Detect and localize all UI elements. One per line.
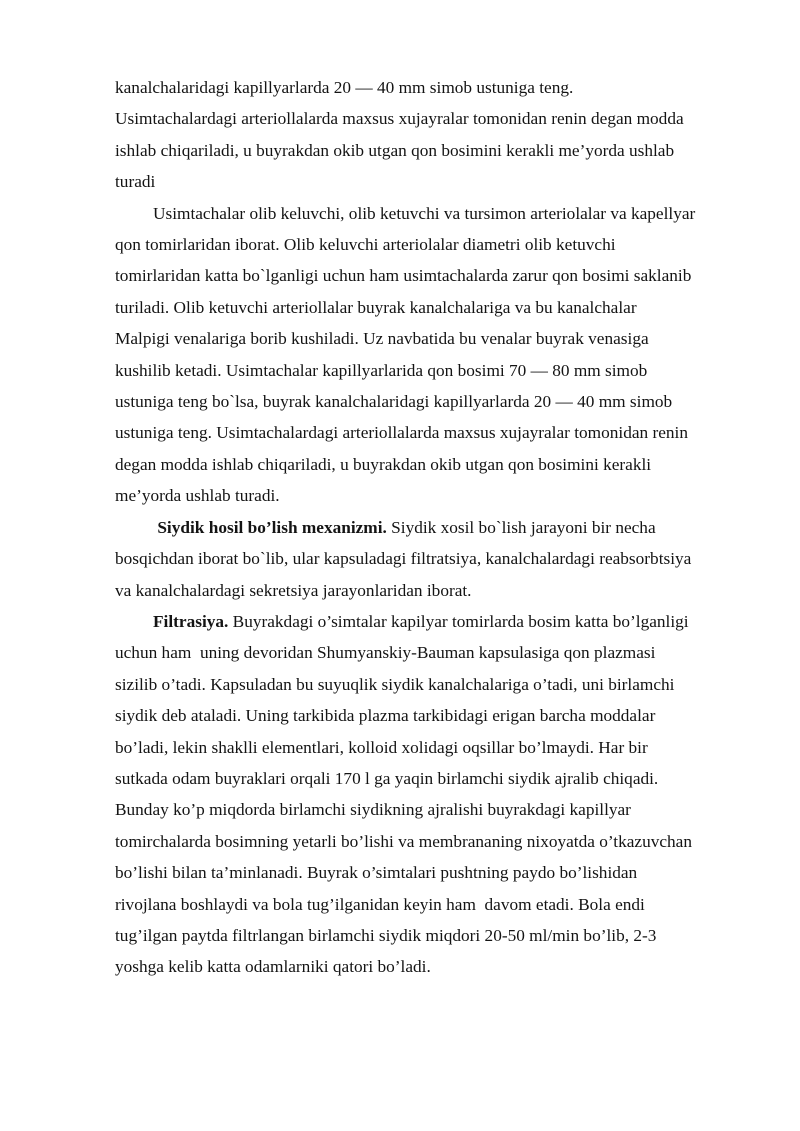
text-line: siydik deb ataladi. Uning tarkibida plazma tarkibidagi erigan barcha moddalar	[115, 706, 656, 726]
text-line: rivojlana boshlaydi va bola tug’ilganidan keyin ham davom etadi. Bola endi	[115, 894, 645, 914]
paragraph-continuation	[115, 72, 760, 198]
section-heading: Filtrasiya.	[153, 611, 229, 631]
text-line: sizilib o’tadi. Kapsuladan bu suyuqlik siydik kanalchalariga o’tadi, uni birlamchi	[115, 674, 675, 694]
paragraph-siydik-hosil	[115, 512, 760, 606]
paragraph-usimtachalar	[115, 198, 760, 512]
text-line: tomirchalarda bosimning yetarli bo’lishi va membrananing nixoyatda o’tkazuvchan	[115, 831, 692, 851]
text-line: Malpigi venalariga borib kushiladi. Uz navbatida bu venalar buyrak venasiga	[115, 329, 649, 349]
text-line: Bunday ko’p miqdorda birlamchi siydikning ajralishi buyrakdagi kapillyar	[115, 800, 631, 820]
text-line: va kanalchalardagi sekretsiya jarayonlaridan iborat.	[115, 580, 472, 600]
text-run: Buyrakdagi o’simtalar kapilyar tomirlarda bosim katta bo’lganligi	[228, 611, 689, 631]
text-line: qon tomirlaridan iborat. Olib keluvchi arteriolalar diametri olib ketuvchi	[115, 235, 616, 255]
text-line: yoshga kelib katta odamlarniki qatori bo’ladi.	[115, 957, 431, 977]
text-line: bo’ladi, lekin shaklli elementlari, kolloid xolidagi oqsillar bo’lmaydi. Har bir	[115, 737, 648, 757]
section-heading: Siydik hosil bo’lish mexanizmi.	[153, 517, 387, 537]
text-line: me’yorda ushlab turadi.	[115, 486, 280, 506]
paragraph-filtrasiya	[115, 606, 760, 983]
text-run: Siydik xosil bo`lish jarayoni bir necha	[386, 517, 656, 537]
text-line: Usimtachalardagi arteriollalarda maxsus xujayralar tomonidan renin degan modda	[115, 109, 684, 129]
text-line: Usimtachalar olib keluvchi, olib ketuvchi va tursimon arteriolalar va kapellyar	[153, 203, 696, 223]
text-line: degan modda ishlab chiqariladi, u buyrakdan okib utgan qon bosimini kerakli	[115, 454, 652, 474]
text-line: sutkada odam buyraklari orqali 170 l ga yaqin birlamchi siydik ajralib chiqadi.	[115, 768, 659, 788]
text-line: ustuniga teng bo`lsa, buyrak kanalchalaridagi kapillyarlarda 20 — 40 mm simob	[115, 392, 673, 412]
text-line: kanalchalaridagi kapillyarlarda 20 — 40 mm simob ustuniga teng.	[115, 78, 574, 97]
text-line	[115, 512, 760, 543]
text-line: uchun ham uning devoridan Shumyanskiy-Bauman kapsulasiga qon plazmasi	[115, 643, 656, 663]
document-page	[115, 72, 760, 983]
text-line: ustuniga teng. Usimtachalardagi arteriollalarda maxsus xujayralar tomonidan renin	[115, 423, 688, 443]
text-line: kushilib ketadi. Usimtachalar kapillyarlarida qon bosimi 70 — 80 mm simob	[115, 360, 648, 380]
text-line: turadi	[115, 172, 156, 192]
text-line: turiladi. Olib ketuvchi arteriollalar buyrak kanalchalariga va bu kanalchalar	[115, 297, 637, 317]
text-line	[115, 606, 760, 637]
text-line: tug’ilgan paytda filtrlangan birlamchi siydik miqdori 20-50 ml/min bo’lib, 2-3	[115, 925, 657, 945]
text-line: tomirlaridan katta bo`lganligi uchun ham usimtachalarda zarur qon bosimi saklanib	[115, 266, 692, 286]
text-line: bosqichdan iborat bo`lib, ular kapsuladagi filtratsiya, kanalchalardagi reabsorbtsiya	[115, 549, 692, 569]
text-line: bo’lishi bilan ta’minlanadi. Buyrak o’simtalari pushtning paydo bo’lishidan	[115, 863, 638, 883]
text-line: ishlab chiqariladi, u buyrakdan okib utgan qon bosimini kerakli me’yorda ushlab	[115, 140, 675, 160]
